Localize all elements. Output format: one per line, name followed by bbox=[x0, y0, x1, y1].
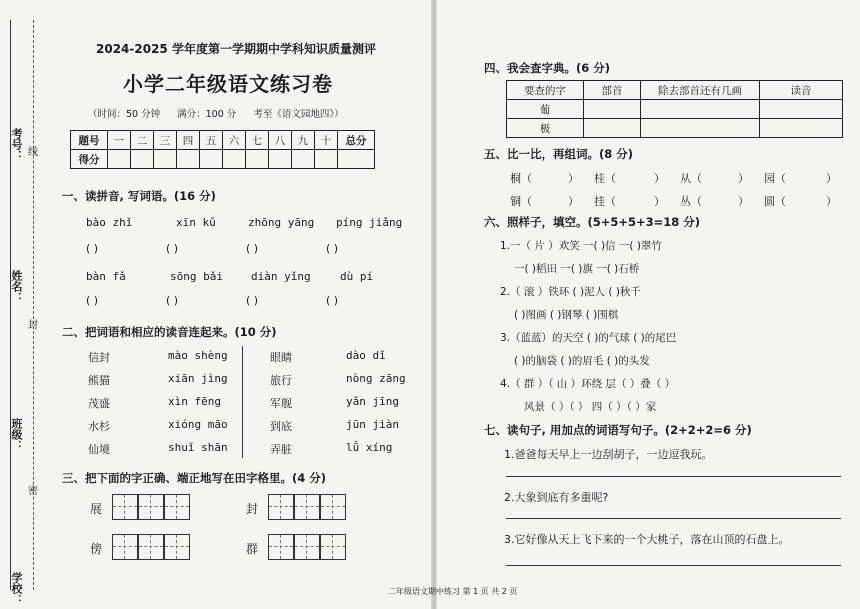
compare-blank[interactable]: ） bbox=[826, 195, 837, 208]
dict-input[interactable] bbox=[641, 100, 760, 119]
school-label: 学校： bbox=[10, 572, 23, 605]
dictionary-table bbox=[506, 80, 843, 138]
score-input[interactable] bbox=[292, 150, 315, 169]
score-header-row bbox=[71, 131, 375, 150]
dict-input[interactable] bbox=[641, 119, 760, 138]
score-input[interactable] bbox=[315, 150, 338, 169]
pinyin: bào zhǐ bbox=[86, 216, 133, 229]
compare-blank[interactable]: ） bbox=[568, 172, 579, 185]
compare-char: 桂（ bbox=[594, 172, 616, 185]
fill-line[interactable]: 1.一（ 片 ）欢笑 一( )信 一( )翠竹 bbox=[500, 240, 662, 252]
fill-line[interactable]: 2.（ 滚 ）铁环 ( )泥人 ( )秋千 bbox=[500, 286, 641, 298]
score-input[interactable] bbox=[223, 150, 246, 169]
compare-char: 圆（ bbox=[764, 195, 786, 208]
answer-line[interactable] bbox=[506, 518, 841, 519]
pinyin: dù pí bbox=[340, 270, 374, 283]
reading[interactable]: mào shèng bbox=[168, 349, 228, 362]
reading[interactable]: xióng māo bbox=[168, 418, 228, 431]
cut-line bbox=[33, 20, 34, 590]
dict-row bbox=[507, 119, 843, 138]
reading[interactable]: jūn jiàn bbox=[346, 418, 399, 431]
page-fold bbox=[431, 0, 437, 609]
pinyin: zhōng yāng bbox=[248, 216, 315, 229]
reading[interactable]: yǎn jīng bbox=[346, 395, 399, 408]
tianzige-box[interactable] bbox=[320, 534, 346, 560]
compare-blank[interactable]: ） bbox=[738, 195, 749, 208]
reading[interactable]: xiān jìng bbox=[168, 372, 228, 385]
tianzige-box[interactable] bbox=[112, 494, 138, 520]
score-cell: 八 bbox=[269, 131, 292, 150]
tianzige-box[interactable] bbox=[112, 534, 138, 560]
dict-header: 部首 bbox=[584, 81, 641, 100]
word[interactable]: 信封 bbox=[88, 351, 110, 364]
pinyin: sōng bǎi bbox=[170, 270, 223, 283]
score-cell: 六 bbox=[223, 131, 246, 150]
section-1-title: 一、读拼音, 写词语。(16 分) bbox=[62, 189, 216, 203]
tianzige-box[interactable] bbox=[138, 534, 164, 560]
dict-input[interactable] bbox=[584, 119, 641, 138]
dict-header: 要查的字 bbox=[507, 81, 584, 100]
reading[interactable]: shuǐ shān bbox=[168, 441, 228, 454]
dict-header-row bbox=[507, 81, 843, 100]
fill-line[interactable]: 4.（ 群 ）（ 山 ）环绕 层（ ）叠（ ） bbox=[500, 378, 676, 390]
answer-blank[interactable]: ( ) bbox=[326, 294, 339, 307]
exam-number-label: 考号： bbox=[10, 128, 23, 161]
dict-input[interactable] bbox=[760, 100, 843, 119]
tianzige-box[interactable] bbox=[164, 534, 190, 560]
compare-blank[interactable]: ） bbox=[654, 195, 665, 208]
dict-header: 读音 bbox=[760, 81, 843, 100]
word[interactable]: 军舰 bbox=[270, 397, 292, 410]
page-footer: 二年级语文期中练习 第 1 页 共 2 页 bbox=[388, 587, 518, 596]
answer-blank[interactable]: ( ) bbox=[246, 242, 259, 255]
word[interactable]: 水杉 bbox=[88, 420, 110, 433]
score-cell: 十 bbox=[315, 131, 338, 150]
answer-blank[interactable]: ( ) bbox=[166, 294, 179, 307]
tianzige-box[interactable] bbox=[164, 494, 190, 520]
tianzige-box[interactable] bbox=[268, 534, 294, 560]
word[interactable]: 仙境 bbox=[88, 443, 110, 456]
exam-title: 小学二年级语文练习卷 bbox=[123, 72, 333, 96]
left-page bbox=[58, 0, 423, 609]
score-input[interactable] bbox=[154, 150, 177, 169]
pinyin: píng jiǎng bbox=[336, 216, 403, 229]
score-cell: 九 bbox=[292, 131, 315, 150]
seal-line: 线 bbox=[28, 147, 38, 158]
answer-blank[interactable]: ( ) bbox=[166, 242, 179, 255]
compare-char: 丛（ bbox=[680, 195, 702, 208]
reading[interactable]: lǚ xíng bbox=[346, 441, 393, 454]
score-input[interactable] bbox=[108, 150, 131, 169]
score-input[interactable] bbox=[269, 150, 292, 169]
question-2: 2.大象到底有多重呢? bbox=[504, 491, 609, 504]
tianzige-box[interactable] bbox=[268, 494, 294, 520]
exam-info bbox=[88, 106, 358, 120]
right-page bbox=[476, 0, 856, 609]
fill-line[interactable]: 一( )稻田 一( )旗 一( )石桥 bbox=[514, 263, 640, 275]
margin-border bbox=[10, 20, 11, 590]
tianzige-box[interactable] bbox=[294, 494, 320, 520]
score-cell: 七 bbox=[246, 131, 269, 150]
compare-blank[interactable]: ） bbox=[568, 195, 579, 208]
reading[interactable]: nòng zāng bbox=[346, 372, 406, 385]
fill-line[interactable]: 3.（蓝蓝）的天空 ( )的气球 ( )的尾巴 bbox=[500, 332, 677, 344]
score-cell: 一 bbox=[108, 131, 131, 150]
answer-blank[interactable]: ( ) bbox=[246, 294, 259, 307]
compare-char: 铜（ bbox=[510, 195, 532, 208]
compare-char: 挂（ bbox=[594, 195, 616, 208]
score-cell: 总分 bbox=[338, 131, 375, 150]
score-cell: 五 bbox=[200, 131, 223, 150]
word[interactable]: 茂盛 bbox=[88, 397, 110, 410]
word[interactable]: 弄脏 bbox=[270, 443, 292, 456]
tianzige-box[interactable] bbox=[294, 534, 320, 560]
score-input[interactable] bbox=[246, 150, 269, 169]
pinyin: bàn fǎ bbox=[86, 270, 126, 283]
pinyin: diàn yǐng bbox=[251, 270, 311, 283]
section-4-title: 四、我会查字典。(6 分) bbox=[484, 61, 611, 75]
full-score: 满分：100 分 bbox=[177, 109, 237, 120]
char-to-copy: 展 bbox=[90, 502, 103, 516]
answer-line[interactable] bbox=[506, 565, 841, 566]
dict-char: 极 bbox=[507, 119, 584, 138]
char-to-copy: 群 bbox=[246, 542, 259, 556]
answer-blank[interactable]: ( ) bbox=[86, 294, 99, 307]
compare-blank[interactable]: ） bbox=[654, 172, 665, 185]
score-table bbox=[70, 130, 375, 169]
fill-line[interactable]: ( )的脑袋 ( )的眉毛 ( )的头发 bbox=[514, 355, 650, 367]
reading[interactable]: xìn fēng bbox=[168, 395, 221, 408]
section-3-title: 三、把下面的字正确、端正地写在田字格里。(4 分) bbox=[62, 471, 327, 485]
question-3: 3.它好像从天上飞下来的一个大桃子，落在山顶的石盘上。 bbox=[504, 533, 790, 546]
score-cell: 三 bbox=[154, 131, 177, 150]
score-input[interactable] bbox=[177, 150, 200, 169]
word[interactable]: 熊猫 bbox=[88, 374, 110, 387]
score-input[interactable] bbox=[131, 150, 154, 169]
dict-char: 葡 bbox=[507, 100, 584, 119]
binding-margin bbox=[0, 0, 48, 609]
compare-char: 桐（ bbox=[510, 172, 532, 185]
tianzige-box[interactable] bbox=[320, 494, 346, 520]
section-6-title: 六、照样子，填空。(5+5+5+3=18 分) bbox=[484, 215, 701, 229]
divider bbox=[242, 346, 243, 458]
reading[interactable]: dào dǐ bbox=[346, 349, 386, 362]
tianzige-box[interactable] bbox=[138, 494, 164, 520]
seal-seal: 封 bbox=[28, 320, 38, 331]
char-to-copy: 封 bbox=[246, 502, 259, 516]
word[interactable]: 到底 bbox=[270, 420, 292, 433]
compare-blank[interactable]: ） bbox=[738, 172, 749, 185]
score-cell: 四 bbox=[177, 131, 200, 150]
dict-input[interactable] bbox=[760, 119, 843, 138]
section-2-title: 二、把词语和相应的读音连起来。(10 分) bbox=[62, 325, 277, 339]
pinyin: xīn kǔ bbox=[176, 216, 216, 229]
time-limit: （时间：50 分钟 bbox=[88, 109, 161, 120]
fill-line[interactable]: 风景（ ）（ ） 四（ ）（ ）家 bbox=[524, 401, 657, 413]
answer-line[interactable] bbox=[506, 476, 841, 477]
exam-scope: 考至《语文园地四》） bbox=[253, 109, 344, 120]
score-row-label: 得分 bbox=[71, 150, 108, 169]
compare-char: 园（ bbox=[764, 172, 786, 185]
word[interactable]: 眼睛 bbox=[270, 351, 292, 364]
name-label: 姓名： bbox=[10, 270, 23, 303]
score-input[interactable] bbox=[200, 150, 223, 169]
dict-row bbox=[507, 100, 843, 119]
answer-blank[interactable]: ( ) bbox=[326, 242, 339, 255]
question-1: 1.爸爸每天早上一边刮胡子，一边逗我玩。 bbox=[504, 448, 713, 461]
score-cell: 二 bbox=[131, 131, 154, 150]
compare-blank[interactable]: ） bbox=[826, 172, 837, 185]
class-label: 班级： bbox=[10, 418, 23, 451]
exam-title-line1: 2024-2025 学年度第一学期期中学科知识质量测评 bbox=[96, 42, 376, 56]
score-value-row bbox=[71, 150, 375, 169]
section-7-title: 七、读句子, 用加点的词语写句子。(2+2+2=6 分) bbox=[484, 423, 752, 437]
char-to-copy: 傍 bbox=[90, 542, 103, 556]
fill-line[interactable]: ( )图画 ( )钢琴 ( )围棋 bbox=[514, 309, 619, 321]
dict-header: 除去部首还有几画 bbox=[641, 81, 760, 100]
answer-blank[interactable]: ( ) bbox=[86, 242, 99, 255]
dict-input[interactable] bbox=[584, 100, 641, 119]
score-input[interactable] bbox=[338, 150, 375, 169]
compare-char: 从（ bbox=[680, 172, 702, 185]
score-cell: 题号 bbox=[71, 131, 108, 150]
word[interactable]: 旅行 bbox=[270, 374, 292, 387]
seal-secret: 密 bbox=[28, 486, 38, 497]
section-5-title: 五、比一比，再组词。(8 分) bbox=[484, 147, 634, 161]
